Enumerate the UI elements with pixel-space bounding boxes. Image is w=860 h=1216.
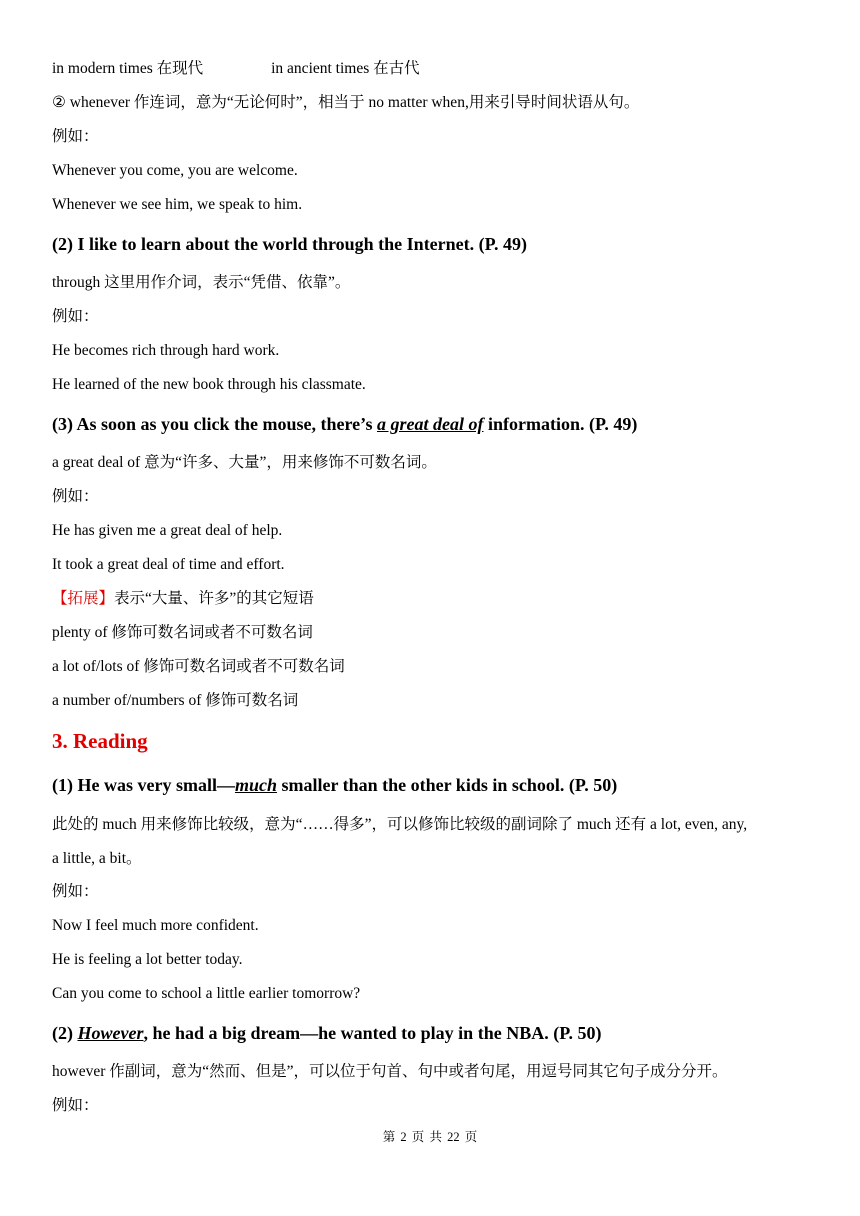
example-sentence: He learned of the new book through his classmate. [52,376,366,393]
section-heading: 3. Reading [52,729,148,753]
example-sentence: Whenever we see him, we speak to him. [52,196,303,213]
extension-tag: 【拓展】 [52,590,115,607]
page-total: 22 [447,1130,460,1144]
extension-note: 【拓展】表示“大量、许多”的其它短语 [52,590,314,607]
example-label: 例如： [52,308,99,325]
example-sentence: He becomes rich through hard work. [52,342,280,359]
phrase-item: plenty of 修饰可数名词或者不可数名词 [52,624,313,641]
example-sentence: Now I feel much more confident. [52,917,259,934]
point-heading: (2) I like to learn about the world through the Internet. (P. 49) [52,234,527,254]
key-phrase: a great deal of [377,414,484,434]
phrase-item: a lot of/lots of 修饰可数名词或者不可数名词 [52,658,345,675]
example-sentence: Can you come to school a little earlier tomorrow? [52,985,361,1002]
page-number: 2 [400,1130,407,1144]
example-label: 例如： [52,883,99,900]
body-text: a great deal of 意为“许多、大量”，用来修饰不可数名词。 [52,454,437,471]
example-sentence: He is feeling a lot better today. [52,951,243,968]
body-text: ② whenever 作连词，意为“无论何时”，相当于 no matter when,用来引导时间状语从句。 [52,94,640,111]
point-heading: (3) As soon as you click the mouse, there’s a great deal of information. (P. 49) [52,414,638,434]
example-label: 例如： [52,488,99,505]
phrase-item: a number of/numbers of 修饰可数名词 [52,692,299,709]
example-sentence: Whenever you come, you are welcome. [52,162,298,179]
key-phrase: much [234,775,277,795]
example-sentence: He has given me a great deal of help. [52,522,283,539]
phrase-modern-times: in modern times 在现代 [52,60,204,77]
point-heading: (2) However, he had a big dream—he wanted to play in the NBA. (P. 50) [52,1023,602,1043]
phrase-ancient-times: in ancient times 在古代 [271,60,420,77]
body-text: through 这里用作介词，表示“凭借、依靠”。 [52,274,351,291]
phrase-line [52,59,420,79]
body-text: a little, a bit。 [52,850,142,867]
example-sentence: It took a great deal of time and effort. [52,556,285,573]
point-heading: (1) He was very small—much smaller than the other kids in school. (P. 50) [52,775,618,795]
body-text: however 作副词，意为“然而、但是”，可以位于句首、句中或者句尾，用逗号同其它句子成分分开。 [52,1063,728,1080]
key-phrase: However [77,1023,144,1043]
example-label: 例如： [52,1097,99,1114]
example-label: 例如： [52,128,99,145]
page-footer: 第 2 页 共 22 页 [382,1130,478,1144]
body-text: 此处的 much 用来修饰比较级，意为“……得多”，可以修饰比较级的副词除了 much 还有 a lot, even, any, [52,816,748,833]
